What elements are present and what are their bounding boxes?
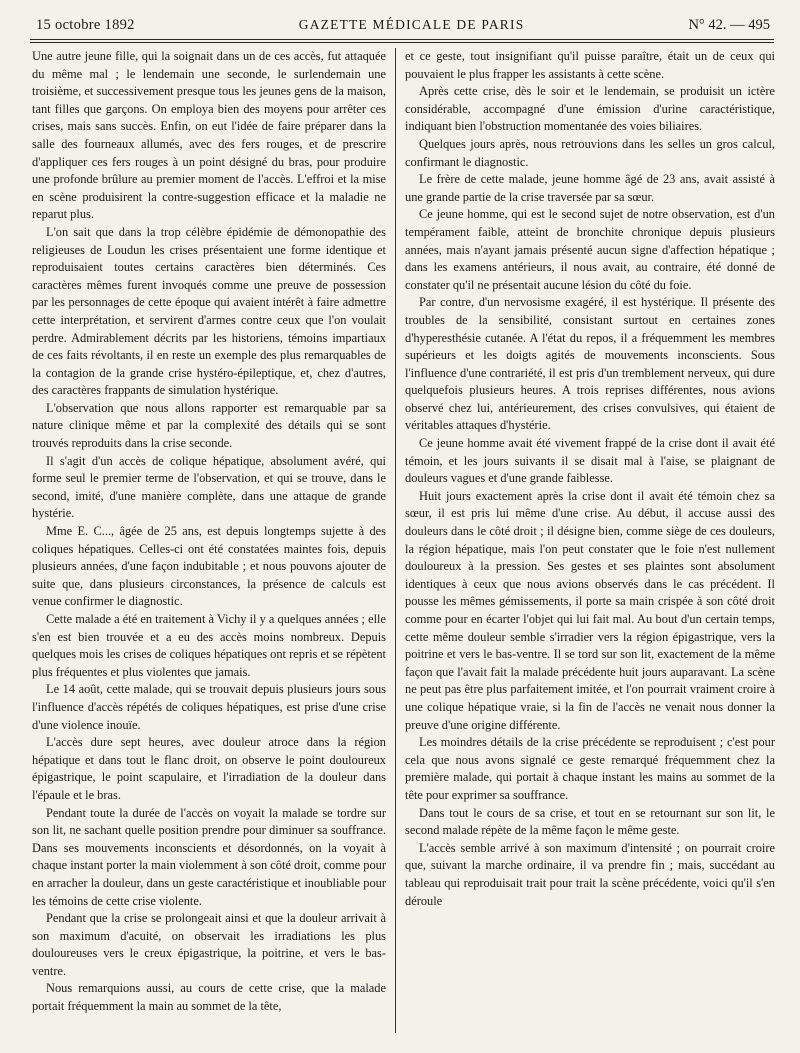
paragraph: Les moindres détails de la crise précédente se reproduisent ; c'est pour cela que nous avons signalé ce geste remarqué fréquemment chez la première malade, qui portait à chaque instant les mains au sommet de la tête pour exprimer sa souffrance.	[405, 735, 775, 802]
paragraph: L'on sait que dans la trop célèbre épidémie de démonopathie des religieuses de Loudun les crises présentaient une forme identique et reproduisaient toutes certains caractères bien déterminés. Ces caractères mêmes furent invoqués comme une preuve de possession par les personnages de cette époque qui avaient intérêt à faire admettre cette interprétation, et servirent d'armes contre ceux que l'on voulait perdre. Admirablement décrits par les historiens, témoins impartiaux de ces faits révoltants, il en reste un exemple des plus remarquables de la contagion de la grande crise hystéro-épileptique, et, chez d'autres, des caractères frappants de simulation hystérique.	[32, 224, 386, 398]
paragraph: Le 14 août, cette malade, qui se trouvait depuis plusieurs jours sous l'influence d'accès répétés de coliques hépatiques, est prise d'une crise d'une violence inouïe.	[32, 682, 386, 732]
paragraph: L'observation que nous allons rapporter est remarquable par sa nature clinique même et par la complexité des détails qui se sont trouvés reproduits dans la crise seconde.	[32, 400, 386, 451]
paragraph: Quelques jours après, nous retrouvions dans les selles un gros calcul, confirmant le diagnostic.	[405, 136, 775, 169]
paragraph: Ce jeune homme avait été vivement frappé de la crise dont il avait été témoin, et les jours suivants il se disait mal à l'aise, se plaignant de douleurs vagues et d'une grande faiblesse.	[405, 436, 775, 486]
paragraph: Par contre, d'un nervosisme exagéré, il est hystérique. Il présente des troubles de la sensibilité, consistant surtout en certaines zones d'hyperesthésie cutanée. A l'état du repos, il a fréquemment les membres supérieurs et les doigts agités de mouvements inconscients. Sous l'influence d'une contrariété, il est pris d'un tremblement nerveux, qui dure quelquefois plusieurs heures. A trois reprises différentes, nous avions observé chez lui, antérieurement, des crises convulsives, qui étaient de véritables attaques d'hystérie.	[405, 295, 775, 433]
paragraph: Ce jeune homme, qui est le second sujet de notre observation, est d'un tempérament faible, atteint de bronchite chronique depuis plusieurs années, mais n'ayant jamais présenté aucun signe d'affection hépatique ; dans les examens antérieurs, il nous avait, au contraire, été donné de constater qu'il ne présentait aucune lésion du côté du foie.	[405, 207, 775, 292]
paragraph: Dans tout le cours de sa crise, et tout en se retournant sur son lit, le second malade répète de la même façon le même geste.	[405, 805, 775, 838]
header-rule-thin	[30, 42, 774, 43]
paragraph: Nous remarquions aussi, au cours de cette crise, que la malade portait fréquemment la main au sommet de la tête,	[32, 981, 386, 1014]
paragraph: L'accès dure sept heures, avec douleur atroce dans la région hépatique et dans tout le flanc droit, on observe le point douloureux épigastrique, le point scapulaire, et l'irradiation de la douleur dans l'épaule et le bras.	[32, 735, 386, 802]
paragraph: Pendant que la crise se prolongeait ainsi et que la douleur arrivait à son maximum d'acuité, on observait les irradiations les plus douloureuses vers le creux épigastrique, la poitrine, et vers le bas-ventre.	[32, 911, 386, 978]
paragraph: Après cette crise, dès le soir et le lendemain, se produisit un ictère considérable, accompagné d'une émission d'urine caractéristique, indiquant bien l'obstruction momentanée des voies biliaires.	[405, 84, 775, 134]
header-date: 15 octobre 1892	[36, 16, 135, 33]
column-divider	[395, 48, 396, 1033]
journal-title: GAZETTE MÉDICALE DE PARIS	[298, 17, 525, 32]
paragraph: Mme E. C..., âgée de 25 ans, est depuis longtemps sujette à des coliques hépatiques. Celles-ci ont été constatées maintes fois, depuis plusieurs années, d'une façon indubitable ; et nous pouvons ajouter de suite que, dans plusieurs circonstances, la présence de calculs est venue confirmer le diagnostic.	[32, 524, 386, 609]
header-rule	[30, 39, 774, 40]
paragraph: Il s'agit d'un accès de colique hépatique, absolument avéré, qui forme seul le premier terme de l'observation, et qui se trouve, dans le second, imité, d'une manière complète, dans une attaque de grande hystérie.	[32, 453, 386, 521]
paragraph: Le frère de cette malade, jeune homme âgé de 23 ans, avait assisté à une grande partie de la crise traversée par sa sœur.	[405, 172, 775, 204]
paragraph: Pendant toute la durée de l'accès on voyait la malade se tordre sur son lit, ne sachant quelle position prendre pour diminuer sa souffrance. Dans ses mouvements inconscients et désordonnés, on la voyait à chaque instant porter la main violemment à son côté droit, comme pour en arracher la douleur, dans un geste caractéristique et inoubliable pour les témoins de cette crise violente.	[32, 805, 386, 908]
paragraph: Une autre jeune fille, qui la soignait dans un de ces accès, fut attaquée du même mal ; le lendemain une seconde, le surlendemain une troisième, et successivement presque tous les jeunes gens de la maison, tant filles que garçons. On employa bien des moyens pour arrêter ces crises, mais sans succès. Enfin, on eut l'idée de faire préparer dans la salle des fourneaux allumés, avec des fers rouges, et de prescrire d'appliquer ces fers rouges à un point désigné du bras, pour produire une profonde brûlure au premier moment de l'accès. L'effroi et la mise en scène produisirent la contre-suggestion efficace et la maladie ne reparut plus.	[32, 49, 386, 222]
left-column	[32, 48, 386, 1016]
page-number: N° 42. — 495	[688, 16, 770, 33]
paragraph: et ce geste, tout insignifiant qu'il puisse paraître, était un de ceux qui pouvaient le plus frapper les assistants à cette scène.	[405, 49, 775, 81]
paragraph: L'accès semble arrivé à son maximum d'intensité ; on pourrait croire que, suivant la marche ordinaire, il va prendre fin ; mais, succédant au tableau qui reproduisait trait pour trait la scène précédente, voici qu'il s'en déroule	[405, 840, 775, 908]
paragraph: Cette malade a été en traitement à Vichy il y a quelques années ; elle s'en est bien trouvée et a eu des accès moins nombreux. Depuis quelques mois les crises de coliques hépatiques ont repris et se répètent plus fréquentes et plus violentes que jamais.	[32, 612, 386, 679]
paragraph: Huit jours exactement après la crise dont il avait été témoin chez sa sœur, il est pris lui même d'une crise. Au début, il accuse aussi des douleurs dans le côté droit ; il désigne bien, comme siège de ces douleurs, la région hépatique, mais l'on peut constater que le foie n'est nullement douloureux à la pression. Ses gestes et ses plaintes sont absolument identiques à ceux que nous avions observés dans le cas précédent. Il pousse les mêmes gémissements, il porte sa main crispée à son côté droit comme pour en écarter l'objet qui lui fait mal. Au bout d'un certain temps, cette même douleur semble s'irradier vers la région épigastrique, vers la poitrine et vers le bas-ventre. Il se tord sur son lit, exactement de la même façon que l'avait fait la malade précédente huit jours auparavant. La scène ne peut pas être plus parfaitement imitée, et l'on pourrait vraiment croire à une colique hépatique vraie, si la fin de l'accès ne venait nous donner la preuve d'une origine différente.	[405, 488, 775, 732]
page-header	[36, 12, 770, 38]
right-column	[405, 48, 775, 910]
